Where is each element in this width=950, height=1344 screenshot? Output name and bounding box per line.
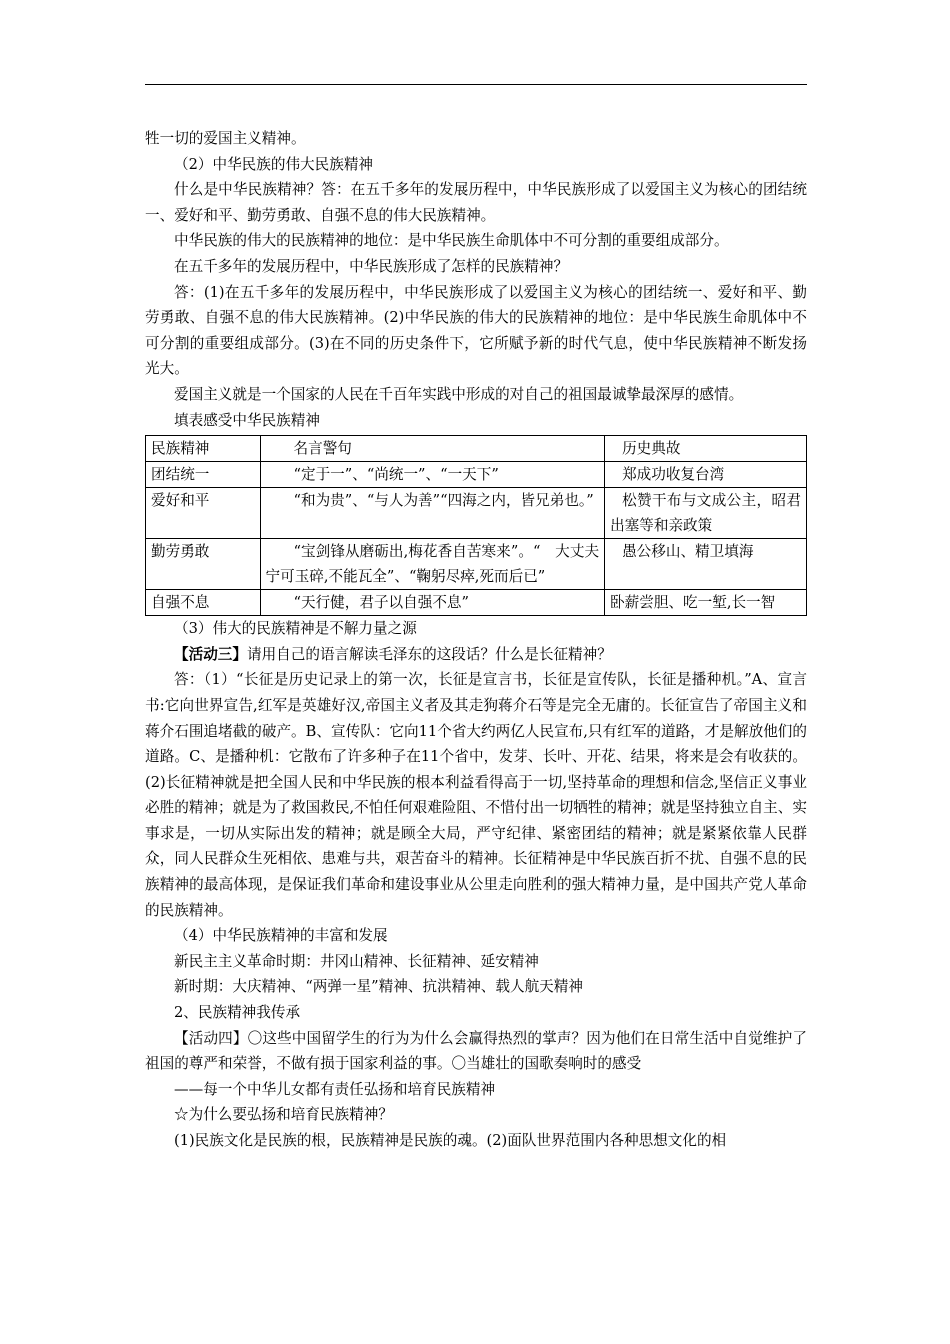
paragraph-patriotism: 爱国主义就是一个国家的人民在千百年实践中形成的对自己的祖国最诚挚最深厚的感情。	[174, 385, 744, 403]
document-body	[145, 126, 807, 1154]
spirit-table	[145, 435, 807, 616]
table-cell-quote: “天行健，君子以自强不息”	[260, 590, 605, 616]
section-heading-inherit: 2、民族精神我传承	[174, 1004, 301, 1022]
paragraph-long-march-answer: 答：（1）“长征是历史记录上的第一次，长征是宣言书，长征是宣传队，长征是播种机。”A、宣言书:它向世界宣告,红军是英雄好汉,帝国主义者及其走狗蒋介石等是完全无庸的。长征宣告了帝国主义和蒋介石围追堵截的破产。B、宣传队：它向11个省大约两亿人民宣布,只有红军的道路，才是解放他们的道路。C、是播种机：它散布了许多种子在11个省中，发芽、长叶、开花、结果，将来是会有收获的。(2)长征精神就是把全国人民和中华民族的根本利益看得高于一切,坚持革命的理想和信念,坚信正义事业必胜的精神；就是为了救国救民,不怕任何艰难险阻、不惜付出一切牺牲的精神；就是坚持独立自主、实事求是，一切从实际出发的精神；就是顾全大局，严守纪律、紧密团结的精神；就是紧紧依靠人民群众，同人民群众生死相依、患难与共，艰苦奋斗的精神。长征精神是中华民族百折不扰、自强不息的民族精神的最高体现，是保证我们革命和建设事业从公里走向胜利的强大精神力量，是中国共产党人革命的民族精神。	[145, 671, 807, 919]
paragraph-what-is-spirit: 什么是中华民族精神？答：在五千多年的发展历程中，中华民族形成了以爱国主义为核心的团结统一、爱好和平、勤劳勇敢、自强不息的伟大民族精神。	[145, 181, 807, 224]
paragraph-answer: 答：(1)在五千多年的发展历程中，中华民族形成了以爱国主义为核心的团结统一、爱好和平、勤劳勇敢、自强不息的伟大民族精神。(2)中华民族的伟大的民族精神的地位：是中华民族生命肌体中不可分割的重要组成部分。(3)在不同的历史条件下，它所赋予新的时代气息，使中华民族精神不断发扬光大。	[145, 283, 807, 378]
paragraph-responsibility: ——每一个中华儿女都有责任弘扬和培育民族精神	[174, 1080, 496, 1098]
activity-three	[145, 642, 807, 668]
table-row	[146, 539, 807, 590]
table-row	[146, 590, 807, 616]
table-header-cell: 名言警句	[260, 436, 605, 462]
table-cell-quote: “定于一”、“尚统一”、“一天下”	[260, 462, 605, 488]
table-caption: 填表感受中华民族精神	[174, 411, 320, 429]
table-cell-story: 卧薪尝胆、吃一堑,长一智	[605, 590, 807, 616]
table-header-cell: 民族精神	[146, 436, 261, 462]
paragraph-reasons: (1)民族文化是民族的根，民族精神是民族的魂。(2)面队世界范围内各种思想文化的相	[174, 1132, 727, 1149]
table-cell-quote: “宝剑锋从磨砺出,梅花香自苦寒来”。“ 大丈夫宁可玉碎,不能瓦全”、“鞠躬尽瘁,死而后已”	[260, 539, 605, 590]
paragraph-status: 中华民族的伟大的民族精神的地位：是中华民族生命肌体中不可分割的重要组成部分。	[174, 232, 729, 250]
table-row	[146, 462, 807, 488]
paragraph-continuation: 牲一切的爱国主义精神。	[145, 130, 306, 147]
header-rule	[145, 84, 807, 85]
table-cell-quote: “和为贵”、“与人为善”“四海之内，皆兄弟也。”	[260, 488, 605, 539]
section-heading-4: （4）中华民族精神的丰富和发展	[174, 927, 388, 945]
paragraph-question: 在五千多年的发展历程中，中华民族形成了怎样的民族精神？	[174, 257, 569, 275]
section-heading-2: （2）中华民族的伟大民族精神	[174, 155, 374, 173]
paragraph-new-era: 新时期：大庆精神、“两弹一星”精神、抗洪精神、载人航天精神	[174, 978, 583, 996]
table-cell-story: 松赞干布与文成公主，昭君出塞等和亲政策	[605, 488, 807, 539]
table-cell-spirit: 自强不息	[146, 590, 261, 616]
table-cell-story: 愚公移山、精卫填海	[605, 539, 807, 590]
table-cell-spirit: 爱好和平	[146, 488, 261, 539]
section-heading-3: （3）伟大的民族精神是不解力量之源	[174, 620, 417, 638]
activity-text: 请用自己的语言解读毛泽东的这段话？什么是长征精神？	[246, 645, 612, 663]
table-row	[146, 488, 807, 539]
table-cell-spirit: 团结统一	[146, 462, 261, 488]
paragraph-new-democratic: 新民主主义革命时期：井冈山精神、长征精神、延安精神	[174, 952, 539, 970]
table-cell-story: 郑成功收复台湾	[605, 462, 807, 488]
activity-tag: 【活动三】	[174, 645, 247, 663]
table-header-cell: 历史典故	[605, 436, 807, 462]
paragraph-why-question: ☆为什么要弘扬和培育民族精神？	[174, 1106, 393, 1124]
table-header-row	[146, 436, 807, 462]
activity-four: 【活动四】〇这些中国留学生的行为为什么会赢得热烈的掌声？因为他们在日常生活中自觉维护了祖国的尊严和荣誉，不做有损于国家利益的事。〇当雄壮的国歌奏响时的感受	[145, 1029, 807, 1073]
table-cell-spirit: 勤劳勇敢	[146, 539, 261, 590]
